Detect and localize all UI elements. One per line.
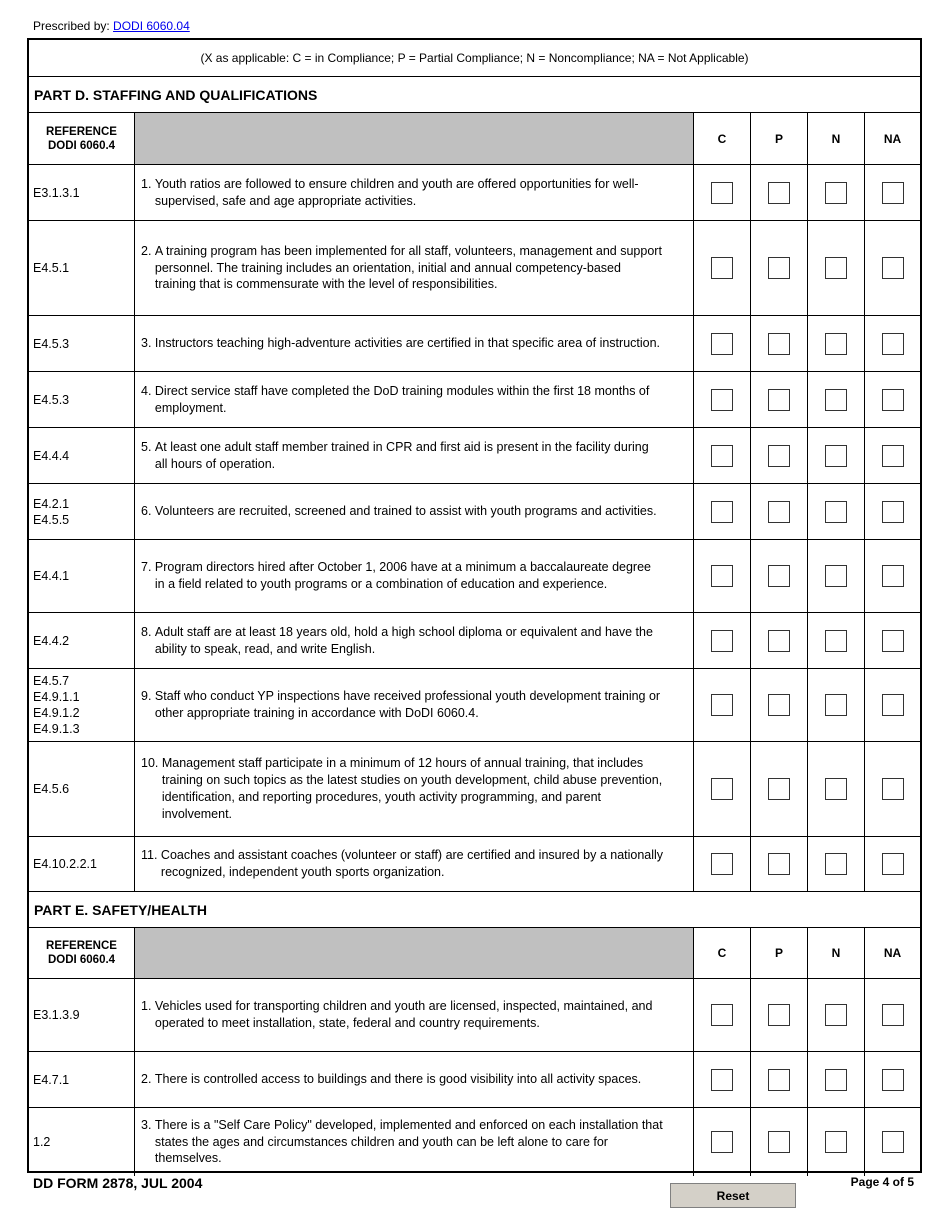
reset-button[interactable]: Reset	[670, 1183, 796, 1208]
item-number: 8.	[141, 624, 155, 639]
item-number: 6.	[141, 504, 155, 519]
checkbox-n[interactable]	[825, 389, 847, 411]
checkbox-p[interactable]	[768, 565, 790, 587]
col-c-cell	[694, 428, 751, 483]
col-c-cell	[694, 221, 751, 315]
item-number: 1.	[141, 176, 155, 191]
col-c-cell	[694, 540, 751, 612]
table-row	[29, 428, 920, 484]
checkbox-na[interactable]	[882, 630, 904, 652]
col-na-header: NA	[883, 131, 902, 146]
col-n-cell	[808, 165, 865, 220]
col-na-cell	[865, 428, 920, 483]
checkbox-p[interactable]	[768, 1069, 790, 1091]
col-p-cell	[751, 669, 808, 741]
checkbox-p[interactable]	[768, 694, 790, 716]
checkbox-n[interactable]	[825, 182, 847, 204]
col-p-cell	[751, 1108, 808, 1176]
col-na-cell	[865, 742, 920, 836]
item-text: Youth ratios are followed to ensure children and youth are offered opportunities for well-supervised, safe and age appropriate activities.	[154, 176, 639, 208]
checkbox-c[interactable]	[711, 694, 733, 716]
checkbox-c[interactable]	[711, 630, 733, 652]
table-row	[29, 1108, 920, 1176]
col-n-header: N	[808, 113, 865, 164]
checkbox-na[interactable]	[882, 445, 904, 467]
col-c-header: C	[694, 928, 751, 978]
col-c-header: C	[694, 113, 751, 164]
col-na-header: NA	[883, 946, 902, 960]
checkbox-na[interactable]	[882, 501, 904, 523]
requirement-cell	[135, 613, 694, 668]
col-p-cell	[751, 742, 808, 836]
checkbox-n[interactable]	[825, 778, 847, 800]
checkbox-na[interactable]	[882, 257, 904, 279]
requirement-cell	[135, 428, 694, 483]
table-row	[29, 221, 920, 316]
reference-cell: E4.5.3	[29, 316, 135, 371]
col-c-cell	[694, 316, 751, 371]
requirement-cell	[135, 669, 694, 741]
reference-cell: E4.10.2.2.1	[29, 837, 135, 891]
checkbox-c[interactable]	[711, 1131, 733, 1153]
requirement-cell	[135, 221, 694, 315]
checkbox-c[interactable]	[711, 257, 733, 279]
prescribed-by	[33, 19, 190, 33]
col-na-cell	[865, 979, 920, 1051]
item-number: 10.	[141, 756, 162, 771]
table-row	[29, 484, 920, 540]
item-text: Instructors teaching high-adventure activities are certified in that specific area of instruction.	[154, 336, 661, 351]
col-n-cell	[808, 1052, 865, 1107]
table-row	[29, 742, 920, 837]
col-na-cell	[865, 669, 920, 741]
col-na-cell	[865, 1108, 920, 1176]
requirement-cell	[135, 316, 694, 371]
col-c-cell	[694, 837, 751, 891]
checkbox-na[interactable]	[882, 853, 904, 875]
item-number: 3.	[141, 336, 155, 351]
table-row	[29, 979, 920, 1052]
part-d-header	[29, 113, 920, 165]
checkbox-c[interactable]	[711, 333, 733, 355]
col-na-cell	[865, 540, 920, 612]
checkbox-c[interactable]	[711, 389, 733, 411]
checkbox-na[interactable]	[882, 1069, 904, 1091]
reference-cell: E4.4.2	[29, 613, 135, 668]
requirement-cell	[135, 484, 694, 539]
item-text: There is controlled access to buildings and there is good visibility into all activity spaces.	[154, 1072, 642, 1087]
checkbox-p[interactable]	[768, 778, 790, 800]
col-c-cell	[694, 1108, 751, 1176]
col-c-cell	[694, 669, 751, 741]
col-c-cell	[694, 484, 751, 539]
col-p-cell	[751, 221, 808, 315]
col-n-cell	[808, 372, 865, 427]
col-n-cell	[808, 540, 865, 612]
item-text: At least one adult staff member trained in CPR and first aid is present in the facility during all hours of operation.	[154, 439, 649, 471]
col-p-cell	[751, 165, 808, 220]
checkbox-n[interactable]	[825, 1131, 847, 1153]
col-p-cell	[751, 613, 808, 668]
reference-cell: E4.5.6	[29, 742, 135, 836]
table-row	[29, 316, 920, 372]
item-number: 7.	[141, 560, 155, 575]
item-number: 5.	[141, 439, 155, 454]
checkbox-na[interactable]	[882, 1004, 904, 1026]
checkbox-c[interactable]	[711, 182, 733, 204]
checkbox-p[interactable]	[768, 389, 790, 411]
compliance-form	[27, 38, 922, 1173]
item-text: Staff who conduct YP inspections have received professional youth development training or other appropriate training in accordance with DoDI 6060.4.	[154, 689, 661, 720]
checkbox-p[interactable]	[768, 333, 790, 355]
reference-cell: E4.2.1 E4.5.5	[29, 484, 135, 539]
col-n-header: N	[808, 928, 865, 978]
part-e-title: PART E. SAFETY/HEALTH	[29, 892, 920, 928]
requirement-cell	[135, 1052, 694, 1107]
col-p-cell	[751, 837, 808, 891]
requirement-cell	[135, 837, 694, 891]
table-row	[29, 540, 920, 613]
requirement-cell	[135, 540, 694, 612]
checkbox-na[interactable]	[882, 389, 904, 411]
item-number: 4.	[141, 383, 155, 398]
item-number: 11.	[141, 848, 161, 863]
col-c-cell	[694, 613, 751, 668]
item-number: 3.	[141, 1117, 155, 1132]
checkbox-na[interactable]	[882, 182, 904, 204]
col-na-cell	[865, 613, 920, 668]
page-number: Page 4 of 5	[850, 1175, 914, 1189]
reference-cell: E3.1.3.1	[29, 165, 135, 220]
requirement-cell	[135, 742, 694, 836]
table-row	[29, 669, 920, 742]
checkbox-na[interactable]	[882, 778, 904, 800]
checkbox-n[interactable]	[825, 1069, 847, 1091]
checkbox-na[interactable]	[882, 565, 904, 587]
table-row	[29, 165, 920, 221]
checkbox-na[interactable]	[882, 333, 904, 355]
item-number: 9.	[141, 689, 155, 704]
reference-cell: E4.4.1	[29, 540, 135, 612]
checkbox-p[interactable]	[768, 182, 790, 204]
col-c-cell	[694, 372, 751, 427]
col-c-cell	[694, 979, 751, 1051]
reference-cell: E4.5.3	[29, 372, 135, 427]
form-identifier: DD FORM 2878, JUL 2004	[33, 1175, 203, 1191]
reference-cell: E4.5.7 E4.9.1.1 E4.9.1.2 E4.9.1.3	[29, 669, 135, 741]
col-na-cell	[865, 316, 920, 371]
table-row	[29, 1052, 920, 1108]
col-c-cell	[694, 742, 751, 836]
col-c-cell	[694, 165, 751, 220]
col-n-cell	[808, 316, 865, 371]
item-number: 2.	[141, 243, 155, 258]
item-text: Coaches and assistant coaches (volunteer or staff) are certified and insured by a nationally recognized, independent youth sports organization.	[160, 848, 664, 879]
checkbox-n[interactable]	[825, 853, 847, 875]
checkbox-p[interactable]	[768, 501, 790, 523]
checkbox-n[interactable]	[825, 1004, 847, 1026]
checkbox-n[interactable]	[825, 630, 847, 652]
reference-cell: E4.5.1	[29, 221, 135, 315]
reference-header: REFERENCE DODI 6060.4	[29, 113, 135, 164]
col-n-cell	[808, 979, 865, 1051]
col-n-cell	[808, 613, 865, 668]
item-text: Volunteers are recruited, screened and trained to assist with youth programs and activities.	[154, 504, 657, 519]
col-n-cell	[808, 742, 865, 836]
col-n-cell	[808, 221, 865, 315]
part-d-title: PART D. STAFFING AND QUALIFICATIONS	[29, 77, 920, 113]
col-p-cell	[751, 979, 808, 1051]
item-number: 2.	[141, 1072, 155, 1087]
col-c-cell	[694, 1052, 751, 1107]
item-text: Management staff participate in a minimum of 12 hours of annual training, that includes training on such topics as the latest studies on youth development, child abuse prevention, identification, and reporting procedures, youth activity programming, and parent involvement.	[161, 756, 663, 821]
requirement-cell	[135, 372, 694, 427]
checkbox-n[interactable]	[825, 501, 847, 523]
col-p-header: P	[751, 113, 808, 164]
col-na-cell	[865, 837, 920, 891]
checkbox-n[interactable]	[825, 565, 847, 587]
col-p-cell	[751, 484, 808, 539]
checkbox-p[interactable]	[768, 853, 790, 875]
col-n-cell	[808, 669, 865, 741]
col-n-cell	[808, 428, 865, 483]
checkbox-na[interactable]	[882, 694, 904, 716]
col-p-header: P	[751, 928, 808, 978]
header-shaded-cell	[135, 113, 694, 164]
col-p-cell	[751, 372, 808, 427]
dodi-link[interactable]: DODI 6060.04	[113, 19, 190, 33]
item-text: There is a "Self Care Policy" developed, implemented and enforced on each installation that states the ages and circumstances children and youth can be left alone to care for themselves.	[154, 1117, 663, 1166]
item-number: 1.	[141, 999, 155, 1014]
checkbox-c[interactable]	[711, 565, 733, 587]
col-na-cell	[865, 484, 920, 539]
checkbox-p[interactable]	[768, 630, 790, 652]
item-text: Direct service staff have completed the DoD training modules within the first 18 months of employment.	[154, 383, 650, 415]
requirement-cell	[135, 165, 694, 220]
item-text: Adult staff are at least 18 years old, hold a high school diploma or equivalent and have the ability to speak, read, and write English.	[154, 624, 653, 656]
reference-cell: E3.1.3.9	[29, 979, 135, 1051]
reference-header: REFERENCE DODI 6060.4	[29, 928, 135, 978]
checkbox-n[interactable]	[825, 445, 847, 467]
col-na-cell	[865, 372, 920, 427]
checkbox-p[interactable]	[768, 1004, 790, 1026]
checkbox-c[interactable]	[711, 501, 733, 523]
checkbox-p[interactable]	[768, 1131, 790, 1153]
col-p-cell	[751, 1052, 808, 1107]
reference-cell: E4.7.1	[29, 1052, 135, 1107]
header-shaded-cell	[135, 928, 694, 978]
item-text: Vehicles used for transporting children and youth are licensed, inspected, maintained, and operated to meet installation, state, federal and country requirements.	[154, 999, 653, 1030]
col-p-cell	[751, 316, 808, 371]
col-n-cell	[808, 1108, 865, 1176]
checkbox-n[interactable]	[825, 694, 847, 716]
checkbox-na[interactable]	[882, 1131, 904, 1153]
prescribed-label: Prescribed by:	[33, 19, 114, 33]
col-n-cell	[808, 837, 865, 891]
requirement-cell	[135, 979, 694, 1051]
checkbox-n[interactable]	[825, 333, 847, 355]
col-na-cell	[865, 165, 920, 220]
item-text: A training program has been implemented for all staff, volunteers, management and support personnel. The training includes an orientation, initial and annual competency-based training that is commensurate with the level of responsibilities.	[154, 243, 662, 292]
checkbox-c[interactable]	[711, 1069, 733, 1091]
checkbox-p[interactable]	[768, 445, 790, 467]
col-na-cell	[865, 221, 920, 315]
table-row	[29, 372, 920, 428]
table-row	[29, 837, 920, 892]
checkbox-n[interactable]	[825, 257, 847, 279]
reference-cell: 1.2	[29, 1108, 135, 1176]
checkbox-c[interactable]	[711, 1004, 733, 1026]
checkbox-c[interactable]	[711, 853, 733, 875]
col-p-cell	[751, 428, 808, 483]
requirement-cell	[135, 1108, 694, 1176]
checkbox-c[interactable]	[711, 445, 733, 467]
table-row	[29, 613, 920, 669]
checkbox-c[interactable]	[711, 778, 733, 800]
part-e-header	[29, 928, 920, 979]
item-text: Program directors hired after October 1, 2006 have at a minimum a baccalaureate degree in a field related to youth programs or a combination of education and experience.	[154, 560, 651, 591]
checkbox-p[interactable]	[768, 257, 790, 279]
col-p-cell	[751, 540, 808, 612]
col-n-cell	[808, 484, 865, 539]
compliance-legend: (X as applicable: C = in Compliance; P = Partial Compliance; N = Noncompliance; NA = Not Applicable)	[29, 40, 920, 77]
col-na-cell	[865, 1052, 920, 1107]
reference-cell: E4.4.4	[29, 428, 135, 483]
